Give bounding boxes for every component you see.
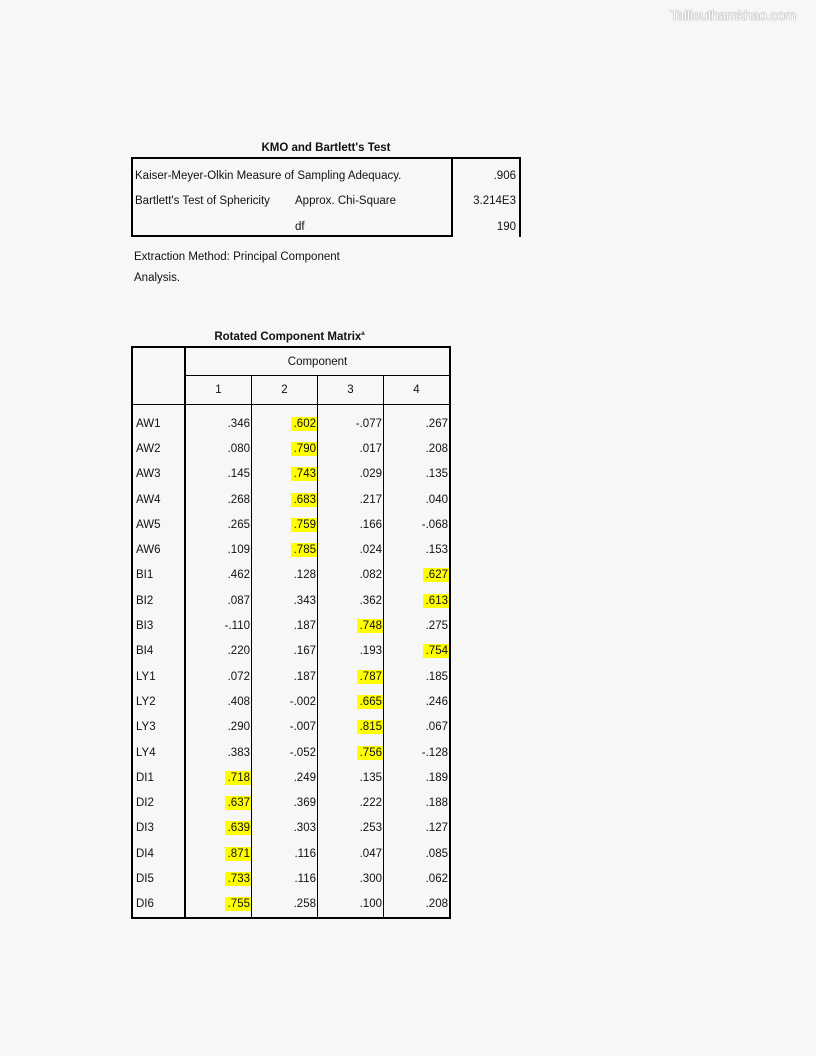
cell-value (252, 405, 318, 437)
row-label: DI5 (132, 866, 185, 891)
row-label: AW3 (132, 462, 185, 487)
loading-value: .067 (425, 721, 448, 734)
loading-value: .748 (357, 619, 383, 633)
cell-value (252, 892, 318, 918)
loading-value: -.128 (421, 746, 448, 759)
cell-value (185, 405, 252, 437)
loading-value: .082 (359, 569, 382, 582)
loading-value: .253 (359, 822, 382, 835)
loading-value: .166 (359, 518, 382, 531)
loading-value: .665 (357, 695, 383, 709)
kmo-value: .906 (493, 170, 516, 182)
row-label: DI3 (132, 816, 185, 841)
cell-value (185, 765, 252, 790)
df-label: df (295, 221, 305, 233)
row-label: DI1 (132, 765, 185, 790)
kmo-label: Kaiser-Meyer-Olkin Measure of Sampling Adequacy. (135, 170, 402, 182)
row-label: BI3 (132, 613, 185, 638)
loading-value: .222 (359, 797, 382, 810)
loading-value: .246 (425, 695, 448, 708)
cell-value (318, 664, 384, 689)
row-label: AW2 (132, 436, 185, 461)
cell-value (384, 563, 451, 588)
matrix-title-text: Rotated Component Matrix (214, 331, 362, 343)
table-row (132, 892, 450, 918)
loading-value: .265 (227, 518, 250, 531)
loading-value: .193 (359, 645, 382, 658)
cell-value (318, 715, 384, 740)
cell-value (318, 537, 384, 562)
table-row (132, 537, 450, 562)
loading-value: .217 (359, 493, 382, 506)
cell-value (384, 436, 451, 461)
loading-value: .267 (425, 417, 448, 430)
table-row (132, 436, 450, 461)
column-header-1: 1 (185, 376, 252, 405)
loading-value: .080 (227, 442, 250, 455)
cell-value (252, 436, 318, 461)
loading-value: .208 (425, 442, 448, 455)
loading-value: .290 (227, 721, 250, 734)
cell-value (185, 613, 252, 638)
cell-value (185, 866, 252, 891)
loading-value: .135 (359, 771, 382, 784)
cell-value (384, 765, 451, 790)
loading-value: .639 (225, 821, 251, 835)
cell-value (185, 816, 252, 841)
cell-value (252, 790, 318, 815)
loading-value: .613 (423, 594, 449, 608)
loading-value: .303 (293, 822, 316, 835)
table-row (132, 664, 450, 689)
loading-value: .208 (425, 898, 448, 911)
cell-value (318, 405, 384, 437)
loading-value: .220 (227, 645, 250, 658)
cell-value (185, 689, 252, 714)
loading-value: .189 (425, 771, 448, 784)
row-label: DI4 (132, 841, 185, 866)
cell-value (185, 715, 252, 740)
cell-value (318, 512, 384, 537)
cell-value (384, 841, 451, 866)
loading-value: .408 (227, 695, 250, 708)
matrix-title (131, 331, 448, 343)
table-row (132, 462, 450, 487)
column-header-2: 2 (252, 376, 318, 405)
row-label: BI1 (132, 563, 185, 588)
loading-value: .756 (357, 746, 383, 760)
cell-value (185, 487, 252, 512)
loading-value: .127 (425, 822, 448, 835)
loading-value: .743 (291, 467, 317, 481)
loading-value: .029 (359, 468, 382, 481)
cell-value (384, 613, 451, 638)
kmo-table (131, 157, 521, 237)
row-label: AW6 (132, 537, 185, 562)
cell-value (318, 436, 384, 461)
footnote-line-1: Extraction Method: Principal Component (134, 251, 340, 263)
cell-value (318, 740, 384, 765)
cell-value (252, 689, 318, 714)
cell-value (185, 790, 252, 815)
cell-value (384, 816, 451, 841)
cell-value (185, 740, 252, 765)
loading-value: .249 (293, 771, 316, 784)
loading-value: .718 (225, 771, 251, 785)
loading-value: -.002 (289, 695, 316, 708)
table-row (132, 740, 450, 765)
cell-value (384, 639, 451, 664)
row-label: AW4 (132, 487, 185, 512)
loading-value: .462 (227, 569, 250, 582)
loading-value: .785 (291, 543, 317, 557)
loading-value: -.110 (224, 620, 250, 633)
loading-value: .787 (357, 670, 383, 684)
table-row (132, 639, 450, 664)
loading-value: .346 (227, 417, 250, 430)
cell-value (252, 841, 318, 866)
loading-value: .116 (294, 872, 316, 885)
cell-value (185, 892, 252, 918)
loading-value: .072 (227, 670, 250, 683)
cell-value (318, 639, 384, 664)
cell-value (318, 563, 384, 588)
chi-square-label: Approx. Chi-Square (295, 195, 396, 207)
footnote (134, 247, 340, 289)
cell-value (318, 462, 384, 487)
cell-value (252, 588, 318, 613)
loading-value: .755 (225, 897, 251, 911)
cell-value (384, 588, 451, 613)
loading-value: .790 (291, 442, 317, 456)
loading-value: .683 (291, 493, 317, 507)
cell-value (252, 664, 318, 689)
cell-value (252, 816, 318, 841)
loading-value: .187 (293, 670, 316, 683)
table-row (132, 841, 450, 866)
loading-value: .759 (291, 518, 317, 532)
loading-value: .268 (227, 493, 250, 506)
loading-value: .300 (359, 872, 382, 885)
loading-value: .109 (227, 544, 250, 557)
cell-value (252, 740, 318, 765)
loading-value: .145 (227, 468, 250, 481)
cell-value (384, 537, 451, 562)
loading-value: .085 (425, 847, 448, 860)
loading-value: .275 (425, 620, 448, 633)
loading-value: .188 (425, 797, 448, 810)
cell-value (384, 462, 451, 487)
cell-value (185, 537, 252, 562)
cell-value (318, 866, 384, 891)
loading-value: .087 (227, 594, 250, 607)
cell-value (185, 588, 252, 613)
cell-value (185, 462, 252, 487)
row-label: DI2 (132, 790, 185, 815)
cell-value (252, 462, 318, 487)
cell-value (318, 790, 384, 815)
rotated-component-matrix (131, 346, 451, 919)
cell-value (185, 639, 252, 664)
cell-value (384, 689, 451, 714)
column-header-4: 4 (384, 376, 451, 405)
cell-value (185, 664, 252, 689)
cell-value (252, 715, 318, 740)
component-header: Component (185, 347, 450, 376)
cell-value (318, 487, 384, 512)
bartlett-label: Bartlett's Test of Sphericity (135, 195, 270, 207)
cell-value (384, 405, 451, 437)
table-row (132, 405, 450, 437)
footnote-line-2: Analysis. (134, 272, 181, 284)
row-label: AW5 (132, 512, 185, 537)
loading-value: .100 (359, 898, 382, 911)
cell-value (252, 866, 318, 891)
table-row (132, 816, 450, 841)
row-label: LY2 (132, 689, 185, 714)
loading-value: -.007 (289, 721, 316, 734)
cell-value (185, 563, 252, 588)
cell-value (318, 816, 384, 841)
watermark: Tailieuthamkhao.com (670, 7, 796, 23)
cell-value (384, 866, 451, 891)
cell-value (384, 892, 451, 918)
cell-value (185, 512, 252, 537)
table-row (132, 563, 450, 588)
cell-value (384, 664, 451, 689)
cell-value (185, 841, 252, 866)
loading-value: .733 (225, 872, 251, 886)
loading-value: .815 (357, 720, 383, 734)
loading-value: .187 (293, 620, 316, 633)
loading-value: .362 (359, 594, 382, 607)
loading-value: .258 (293, 898, 316, 911)
cell-value (252, 487, 318, 512)
row-label: LY1 (132, 664, 185, 689)
matrix-title-sup: a (361, 331, 365, 338)
table-row (132, 487, 450, 512)
row-label: BI2 (132, 588, 185, 613)
loading-value: .383 (227, 746, 250, 759)
cell-value (318, 841, 384, 866)
chi-square-value: 3.214E3 (473, 195, 516, 207)
table-row (132, 588, 450, 613)
cell-value (384, 715, 451, 740)
cell-value (185, 436, 252, 461)
cell-value (318, 588, 384, 613)
cell-value (252, 639, 318, 664)
cell-value (384, 740, 451, 765)
table-row (132, 689, 450, 714)
row-label: AW1 (132, 405, 185, 437)
loading-value: -.068 (421, 518, 448, 531)
cell-value (252, 563, 318, 588)
loading-value: .128 (293, 569, 316, 582)
table-row (132, 790, 450, 815)
loading-value: .167 (293, 645, 316, 658)
loading-value: .017 (359, 442, 382, 455)
row-label: DI6 (132, 892, 185, 918)
loading-value: .116 (294, 847, 316, 860)
loading-value: .047 (359, 847, 382, 860)
row-label: BI4 (132, 639, 185, 664)
table-row (132, 765, 450, 790)
loading-value: .871 (225, 847, 251, 861)
loading-value: .135 (425, 468, 448, 481)
cell-value (318, 765, 384, 790)
cell-value (252, 613, 318, 638)
column-header-3: 3 (318, 376, 384, 405)
loading-value: .343 (293, 594, 316, 607)
df-value: 190 (496, 221, 516, 233)
cell-value (384, 487, 451, 512)
cell-value (318, 613, 384, 638)
row-label: LY3 (132, 715, 185, 740)
table-row (132, 866, 450, 891)
loading-value: -.077 (355, 417, 382, 430)
cell-value (318, 689, 384, 714)
cell-value (252, 537, 318, 562)
loading-value: .369 (293, 797, 316, 810)
loading-value: .754 (423, 644, 449, 658)
cell-value (252, 512, 318, 537)
table-row (132, 715, 450, 740)
table-row (132, 613, 450, 638)
cell-value (384, 790, 451, 815)
loading-value: .637 (225, 796, 251, 810)
cell-value (252, 765, 318, 790)
loading-value: .062 (425, 872, 448, 885)
kmo-title: KMO and Bartlett's Test (261, 142, 391, 154)
loading-value: .627 (423, 568, 449, 582)
loading-value: .040 (425, 493, 448, 506)
loading-value: .185 (425, 670, 448, 683)
loading-value: -.052 (289, 746, 316, 759)
table-row (132, 512, 450, 537)
row-label: LY4 (132, 740, 185, 765)
loading-value: .602 (291, 417, 317, 431)
cell-value (318, 892, 384, 918)
loading-value: .024 (359, 544, 382, 557)
cell-value (384, 512, 451, 537)
loading-value: .153 (425, 544, 448, 557)
